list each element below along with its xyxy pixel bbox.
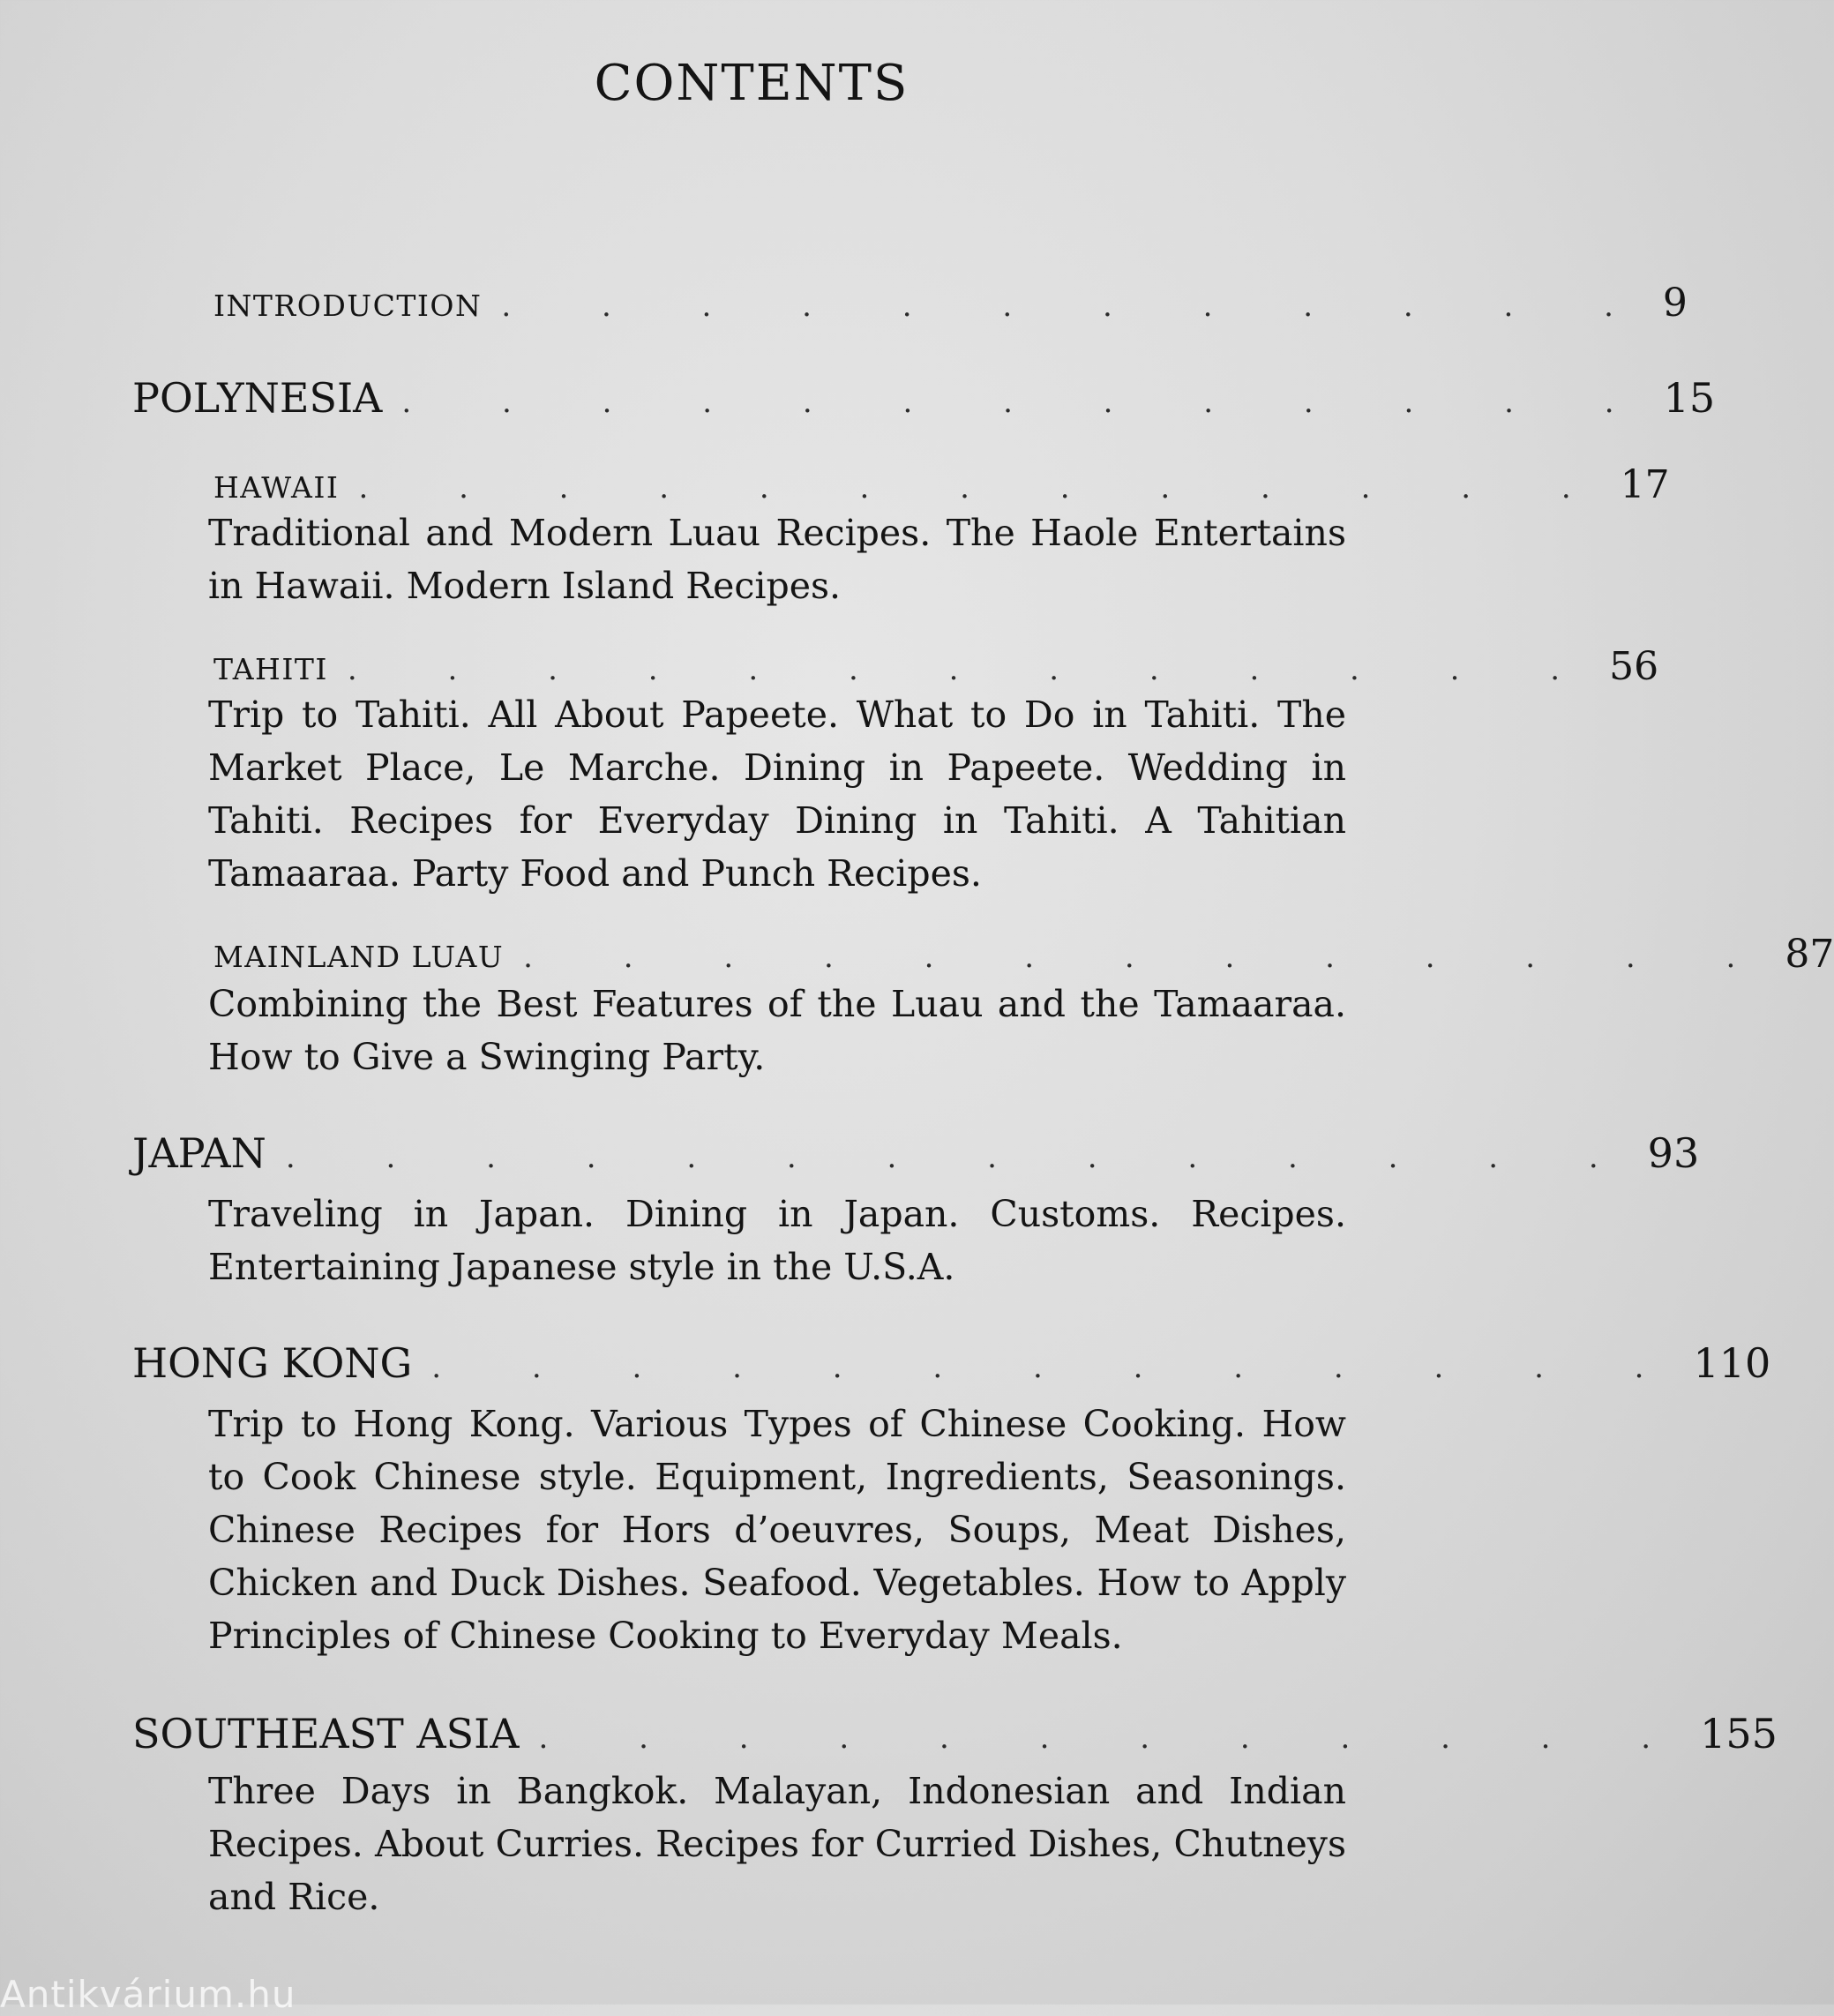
dot-leader: . . . . . . . . . . . . xyxy=(501,289,1654,324)
dot-leader: . . . . . . . . . . . . . . xyxy=(285,1140,1639,1175)
entry-description-tahiti: Trip to Tahiti. All About Papeete. What to Do in Tahiti. The Market Place, Le Marche. Dining in Papeete. Wedding in Tahiti. Recipes for Everyday Dining in Tahiti. A Tahitian Tamaaraa. Party Food and Punch Recipes. xyxy=(208,693,1346,895)
entry-label: MAINLAND LUAU xyxy=(213,940,505,974)
page-number: 87 xyxy=(1785,932,1834,977)
entry-label: TAHITI xyxy=(213,652,328,686)
entry-label: HAWAII xyxy=(213,470,340,505)
page-number: 110 xyxy=(1693,1339,1771,1387)
entry-label: SOUTHEAST ASIA xyxy=(132,1710,520,1757)
toc-entry-polynesia xyxy=(132,374,1716,422)
page-title: CONTENTS xyxy=(594,55,910,112)
entry-label: HONG KONG xyxy=(132,1339,413,1387)
entry-description-japan: Traveling in Japan. Dining in Japan. Customs. Recipes. Entertaining Japanese style in the U.S.A. xyxy=(208,1193,1346,1288)
page-number: 155 xyxy=(1700,1710,1778,1757)
dot-leader: . . . . . . . . . . . . . xyxy=(431,1350,1685,1385)
dot-leader: . . . . . . . . . . . . . xyxy=(347,652,1601,687)
watermark: Antikvárium.hu xyxy=(0,1973,296,2016)
entry-label: INTRODUCTION xyxy=(213,289,483,323)
toc-entry-mainland-luau xyxy=(213,932,1834,977)
toc-entry-hawaii xyxy=(213,462,1670,507)
entry-description-southeast-asia: Three Days in Bangkok. Malayan, Indonesian and Indian Recipes. About Curries. Recipes for Curried Dishes, Chutneys and Rice. xyxy=(208,1770,1346,1918)
toc-entry-hong-kong xyxy=(132,1339,1771,1387)
page-number: 17 xyxy=(1620,462,1670,507)
entry-description-hawaii: Traditional and Modern Luau Recipes. The Haole Entertains in Hawaii. Modern Island Recipes. xyxy=(208,512,1346,607)
page-number: 93 xyxy=(1647,1129,1700,1177)
entry-label: POLYNESIA xyxy=(132,374,383,422)
entry-label: JAPAN xyxy=(132,1129,266,1177)
toc-entry-tahiti xyxy=(213,644,1659,689)
dot-leader: . . . . . . . . . . . . . xyxy=(401,385,1655,420)
toc-entry-introduction xyxy=(213,281,1688,326)
page-number: 9 xyxy=(1662,281,1688,326)
toc-entry-southeast-asia xyxy=(132,1710,1778,1757)
entry-description-mainland-luau: Combining the Best Features of the Luau and the Tamaaraa. How to Give a Swinging Party. xyxy=(208,983,1346,1078)
page-number: 56 xyxy=(1609,644,1659,689)
dot-leader: . . . . . . . . . . . . xyxy=(538,1720,1692,1756)
toc-entry-japan xyxy=(132,1129,1700,1177)
entry-description-hong-kong: Trip to Hong Kong. Various Types of Chinese Cooking. How to Cook Chinese style. Equipment, Ingredients, Seasonings. Chinese Recipes for Hors d’oeuvres, Soups, Meat Dishes, Chicken and Duck Dishes. Seafood. Vegetables. How to Apply Principles of Chinese Cooking to Everyday Meals. xyxy=(208,1403,1346,1657)
dot-leader: . . . . . . . . . . . . . xyxy=(358,470,1612,506)
page-number: 15 xyxy=(1663,374,1716,422)
dot-leader: . . . . . . . . . . . . . xyxy=(523,940,1777,975)
